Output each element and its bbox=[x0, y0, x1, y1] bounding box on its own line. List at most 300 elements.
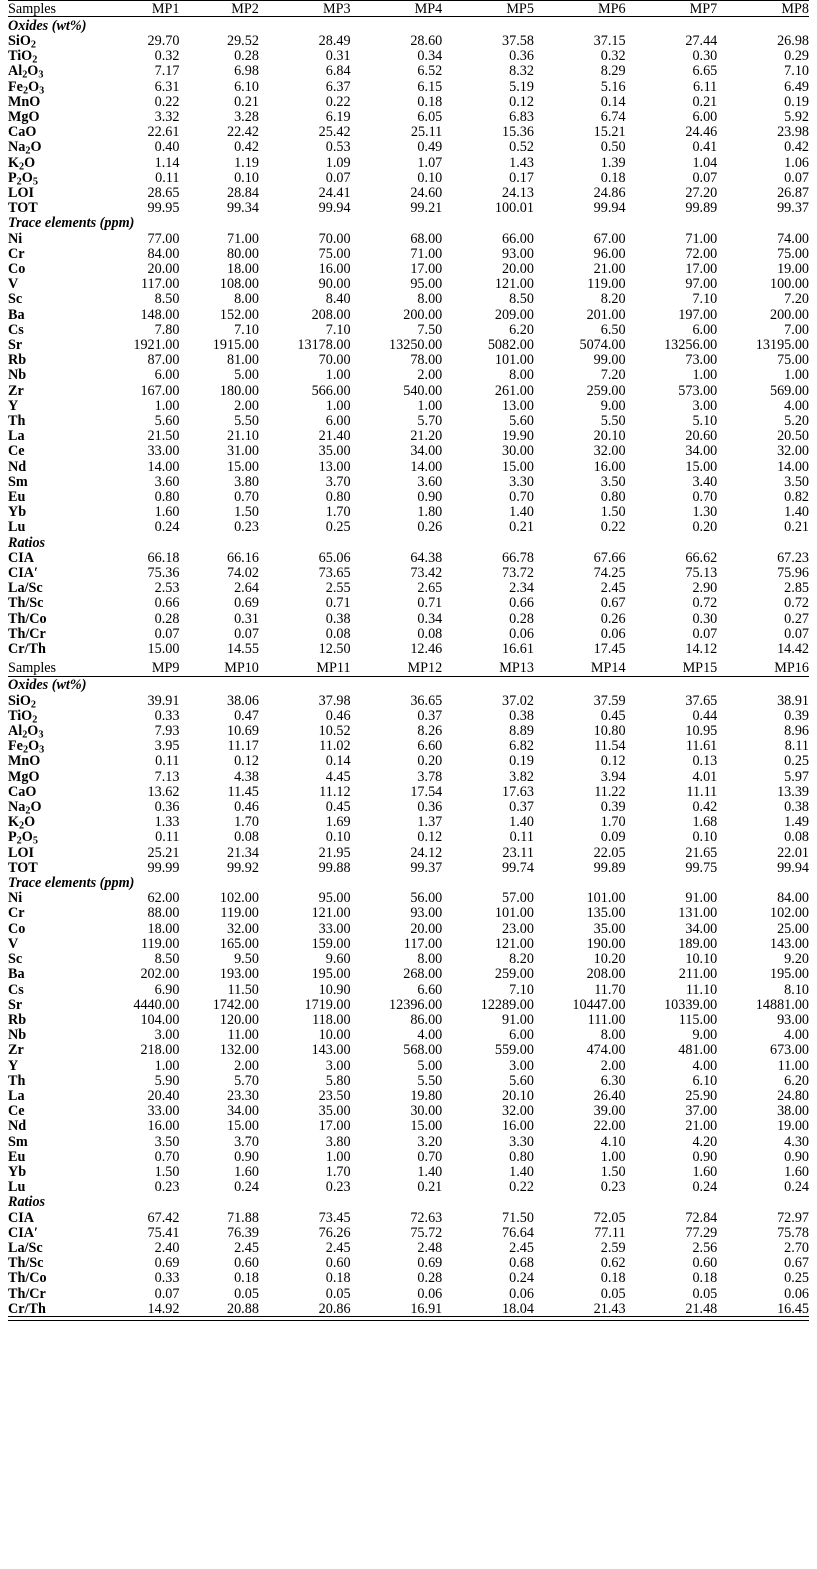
row-label-sm: Sm bbox=[8, 1133, 28, 1150]
cell-value: 8.50 bbox=[509, 291, 534, 308]
cell-value: 0.34 bbox=[417, 48, 443, 65]
cell-value: 4.00 bbox=[784, 397, 809, 414]
cell-value: 99.99 bbox=[147, 859, 180, 876]
row-label-cia-prime: CIA′ bbox=[8, 1224, 39, 1241]
cell-value: 26.40 bbox=[593, 1087, 626, 1104]
cell-value: 1.00 bbox=[325, 1148, 351, 1165]
row-label-na2o: $Na_2O$ bbox=[8, 139, 42, 157]
cell-value: 75.13 bbox=[685, 565, 718, 582]
cell-value: 11.17 bbox=[227, 738, 259, 755]
cell-value: 1742.00 bbox=[212, 996, 259, 1013]
cell-value: 2.45 bbox=[325, 1239, 351, 1256]
cell-value: 159.00 bbox=[311, 935, 351, 952]
row-label-sr: Sr bbox=[8, 996, 23, 1013]
cell-value: 6.10 bbox=[234, 78, 259, 95]
cell-value: 21.95 bbox=[318, 844, 351, 861]
table-row bbox=[8, 337, 809, 352]
cell-value: 0.52 bbox=[509, 139, 534, 156]
cell-value: 1.33 bbox=[154, 814, 180, 831]
section-header-ratios bbox=[8, 1195, 809, 1210]
cell-value: 474.00 bbox=[586, 1042, 626, 1059]
cell-value: 0.07 bbox=[234, 625, 259, 642]
cell-value: 15.00 bbox=[226, 458, 259, 475]
row-label-cr: Cr bbox=[8, 905, 25, 922]
cell-value: 1.37 bbox=[417, 814, 443, 831]
row-label-v: V bbox=[8, 276, 19, 293]
cell-value: 96.00 bbox=[593, 245, 626, 262]
cell-value: 0.18 bbox=[234, 1270, 259, 1287]
cell-value: 29.70 bbox=[147, 32, 180, 49]
cell-value: 8.29 bbox=[600, 63, 626, 80]
cell-value: 24.60 bbox=[410, 184, 443, 201]
row-label-ce: Ce bbox=[8, 443, 25, 460]
table-row bbox=[8, 952, 809, 967]
cell-value: 27.44 bbox=[685, 32, 718, 49]
cell-value: 20.86 bbox=[318, 1300, 351, 1317]
table-row bbox=[8, 550, 809, 565]
section-header-label: Trace elements (ppm) bbox=[8, 215, 135, 232]
section-header-label: Oxides (wt%) bbox=[8, 677, 87, 694]
cell-value: 3.20 bbox=[417, 1133, 443, 1150]
cell-value: 13.00 bbox=[318, 458, 351, 475]
cell-value: 20.00 bbox=[147, 260, 180, 277]
cell-value: 0.23 bbox=[154, 1179, 180, 1196]
cell-value: 1.60 bbox=[692, 1163, 718, 1180]
cell-value: 8.10 bbox=[784, 981, 809, 998]
cell-value: 56.00 bbox=[410, 890, 443, 907]
cell-value: 0.19 bbox=[784, 93, 809, 110]
table-row bbox=[8, 155, 809, 170]
row-label-rb: Rb bbox=[8, 1011, 27, 1028]
cell-value: 1.00 bbox=[325, 397, 351, 414]
cell-value: 9.60 bbox=[325, 951, 351, 968]
cell-value: 0.11 bbox=[155, 169, 180, 186]
cell-value: 201.00 bbox=[586, 306, 626, 323]
cell-value: 180.00 bbox=[219, 382, 259, 399]
cell-value: 77.00 bbox=[147, 230, 180, 247]
cell-value: 0.37 bbox=[417, 707, 443, 724]
table-row bbox=[8, 353, 809, 368]
cell-value: 1.07 bbox=[417, 154, 443, 171]
row-label-k2o: $K_2O$ bbox=[8, 814, 36, 832]
cell-value: 11.45 bbox=[227, 783, 259, 800]
cell-value: 7.20 bbox=[784, 291, 809, 308]
row-label-y: Y bbox=[8, 397, 19, 414]
cell-value: 99.89 bbox=[593, 859, 626, 876]
row-label-tot: TOT bbox=[8, 859, 38, 876]
cell-value: 75.96 bbox=[777, 565, 809, 582]
cell-value: 208.00 bbox=[311, 306, 351, 323]
cell-value: 7.10 bbox=[234, 321, 259, 338]
row-label-th-sc: Th/Sc bbox=[8, 595, 44, 612]
cell-value: 21.34 bbox=[226, 844, 259, 861]
cell-value: 1.40 bbox=[509, 504, 534, 521]
cell-value: 165.00 bbox=[219, 935, 259, 952]
cell-value: 21.10 bbox=[226, 428, 259, 445]
cell-value: 0.33 bbox=[154, 1270, 180, 1287]
cell-value: 32.00 bbox=[777, 443, 809, 460]
cell-value: 1.50 bbox=[234, 504, 259, 521]
cell-value: 8.26 bbox=[417, 723, 443, 740]
cell-value: 2.59 bbox=[600, 1239, 626, 1256]
table-row bbox=[8, 322, 809, 337]
cell-value: 0.33 bbox=[154, 707, 180, 724]
cell-value: 2.45 bbox=[509, 1239, 534, 1256]
cell-value: 99.89 bbox=[685, 200, 718, 217]
cell-value: 0.05 bbox=[692, 1285, 718, 1302]
cell-value: 99.75 bbox=[685, 859, 718, 876]
cell-value: 26.98 bbox=[777, 32, 809, 49]
cell-value: 23.00 bbox=[502, 920, 534, 937]
cell-value: 35.00 bbox=[318, 443, 351, 460]
row-label-mgo: MgO bbox=[8, 768, 40, 785]
cell-value: 0.44 bbox=[692, 707, 718, 724]
cell-value: 12396.00 bbox=[389, 996, 443, 1013]
cell-value: 34.00 bbox=[685, 920, 718, 937]
row-label-cr: Cr bbox=[8, 245, 25, 262]
cell-value: 72.97 bbox=[777, 1209, 809, 1226]
row-label-cr-th: Cr/Th bbox=[8, 641, 46, 658]
cell-value: 10.90 bbox=[318, 981, 351, 998]
cell-value: 33.00 bbox=[147, 443, 180, 460]
cell-value: 2.00 bbox=[600, 1057, 626, 1074]
cell-value: 8.32 bbox=[509, 63, 534, 80]
cell-value: 0.26 bbox=[600, 610, 626, 627]
cell-value: 6.31 bbox=[154, 78, 180, 95]
cell-value: 1.49 bbox=[784, 814, 809, 831]
cell-value: 4.10 bbox=[600, 1133, 626, 1150]
cell-value: 0.25 bbox=[784, 1270, 809, 1287]
cell-value: 24.12 bbox=[410, 844, 443, 861]
cell-value: 0.17 bbox=[509, 169, 534, 186]
cell-value: 90.00 bbox=[318, 276, 351, 293]
cell-value: 0.23 bbox=[234, 519, 259, 536]
cell-value: 75.41 bbox=[147, 1224, 180, 1241]
cell-value: 0.38 bbox=[509, 707, 534, 724]
cell-value: 0.90 bbox=[234, 1148, 259, 1165]
table-row bbox=[8, 611, 809, 626]
cell-value: 3.60 bbox=[154, 473, 180, 490]
cell-value: 0.69 bbox=[234, 595, 259, 612]
cell-value: 5.90 bbox=[154, 1072, 180, 1089]
table-row bbox=[8, 708, 809, 723]
cell-value: 18.00 bbox=[226, 260, 259, 277]
row-label-p2o5: $P_2O_5$ bbox=[8, 829, 38, 848]
row-label-ni: Ni bbox=[8, 890, 23, 907]
cell-value: 7.13 bbox=[154, 768, 180, 785]
cell-value: 566.00 bbox=[311, 382, 351, 399]
cell-value: 0.21 bbox=[692, 93, 718, 110]
cell-value: 197.00 bbox=[678, 306, 718, 323]
cell-value: 37.98 bbox=[318, 692, 351, 709]
row-label-yb: Yb bbox=[8, 504, 27, 521]
cell-value: 0.70 bbox=[692, 489, 718, 505]
table-row bbox=[8, 982, 809, 997]
cell-value: 0.08 bbox=[325, 625, 351, 642]
row-label-th: Th bbox=[8, 1072, 26, 1089]
cell-value: 2.53 bbox=[154, 580, 180, 597]
cell-value: 19.80 bbox=[410, 1087, 443, 1104]
cell-value: 28.49 bbox=[318, 32, 351, 49]
table-row bbox=[8, 201, 809, 216]
cell-value: 3.80 bbox=[234, 473, 259, 490]
cell-value: 93.00 bbox=[410, 905, 443, 922]
cell-value: 12.50 bbox=[318, 641, 351, 658]
cell-value: 6.10 bbox=[692, 1072, 718, 1089]
cell-value: 0.09 bbox=[600, 829, 626, 846]
cell-value: 99.37 bbox=[777, 200, 809, 217]
table-row bbox=[8, 64, 809, 79]
cell-value: 0.68 bbox=[509, 1255, 534, 1272]
cell-value: 88.00 bbox=[147, 905, 180, 922]
row-label-zr: Zr bbox=[8, 1042, 24, 1059]
cell-value: 20.00 bbox=[502, 260, 534, 277]
table-row bbox=[8, 474, 809, 489]
cell-value: 0.07 bbox=[784, 169, 809, 186]
row-label-tio2: TiO$_2$ bbox=[8, 707, 38, 726]
samples-header-cell: Samples bbox=[8, 0, 57, 17]
cell-value: 32.00 bbox=[226, 920, 259, 937]
cell-value: 8.00 bbox=[417, 291, 443, 308]
cell-value: 71.00 bbox=[685, 230, 718, 247]
cell-value: 0.07 bbox=[692, 169, 718, 186]
cell-value: 95.00 bbox=[410, 276, 443, 293]
cell-value: 2.48 bbox=[417, 1239, 443, 1256]
cell-value: 1.70 bbox=[600, 814, 626, 831]
row-label-eu: Eu bbox=[8, 1148, 26, 1165]
cell-value: 1.06 bbox=[784, 154, 809, 171]
cell-value: 38.00 bbox=[777, 1103, 809, 1120]
cell-value: 0.07 bbox=[325, 169, 351, 186]
cell-value: 0.12 bbox=[417, 829, 443, 846]
cell-value: 0.30 bbox=[692, 610, 718, 627]
cell-value: 0.07 bbox=[784, 625, 809, 642]
cell-value: 13.39 bbox=[777, 783, 809, 800]
table-row bbox=[8, 231, 809, 246]
cell-value: 0.20 bbox=[417, 753, 443, 770]
cell-value: 211.00 bbox=[678, 966, 718, 983]
cell-value: 76.26 bbox=[318, 1224, 351, 1241]
cell-value: 10339.00 bbox=[664, 996, 718, 1013]
cell-value: 0.10 bbox=[234, 169, 259, 186]
table-row bbox=[8, 383, 809, 398]
cell-value: 1.04 bbox=[692, 154, 718, 171]
cell-value: 66.62 bbox=[685, 549, 718, 566]
cell-value: 0.37 bbox=[509, 799, 534, 816]
table-row bbox=[8, 936, 809, 951]
row-label-cia: CIA bbox=[8, 1209, 35, 1226]
column-header-mp14: MP14 bbox=[590, 660, 626, 677]
cell-value: 25.21 bbox=[147, 844, 180, 861]
cell-value: 0.18 bbox=[600, 169, 626, 186]
cell-value: 7.93 bbox=[154, 723, 180, 740]
cell-value: 0.28 bbox=[509, 610, 534, 627]
cell-value: 2.70 bbox=[784, 1239, 809, 1256]
cell-value: 2.90 bbox=[692, 580, 718, 597]
cell-value: 38.06 bbox=[226, 692, 259, 709]
table-row bbox=[8, 125, 809, 140]
cell-value: 0.38 bbox=[784, 799, 809, 816]
cell-value: 1.40 bbox=[509, 1163, 534, 1180]
cell-value: 76.64 bbox=[502, 1224, 534, 1241]
cell-value: 15.00 bbox=[410, 1118, 443, 1135]
cell-value: 73.65 bbox=[318, 565, 351, 582]
cell-value: 5.50 bbox=[417, 1072, 443, 1089]
cell-value: 0.13 bbox=[692, 753, 718, 770]
cell-value: 99.37 bbox=[410, 859, 443, 876]
table-row bbox=[8, 292, 809, 307]
cell-value: 10.52 bbox=[318, 723, 351, 740]
cell-value: 5.92 bbox=[784, 108, 809, 125]
cell-value: 13.62 bbox=[147, 783, 180, 800]
row-label-cr-th: Cr/Th bbox=[8, 1300, 46, 1317]
row-label-sio2: SiO$_2$ bbox=[8, 32, 36, 51]
cell-value: 29.52 bbox=[226, 32, 259, 49]
table-row bbox=[8, 1286, 809, 1301]
cell-value: 22.01 bbox=[777, 844, 809, 861]
cell-value: 1.09 bbox=[325, 154, 351, 171]
cell-value: 8.50 bbox=[154, 951, 180, 968]
cell-value: 0.67 bbox=[600, 595, 626, 612]
cell-value: 0.08 bbox=[234, 829, 259, 846]
cell-value: 3.78 bbox=[417, 768, 443, 785]
cell-value: 1.40 bbox=[417, 1163, 443, 1180]
column-header-mp7: MP7 bbox=[689, 0, 718, 17]
cell-value: 16.45 bbox=[777, 1300, 809, 1317]
cell-value: 17.00 bbox=[318, 1118, 351, 1135]
section-header-label: Oxides (wt%) bbox=[8, 17, 87, 34]
cell-value: 0.18 bbox=[692, 1270, 718, 1287]
cell-value: 0.42 bbox=[784, 139, 809, 156]
cell-value: 37.65 bbox=[685, 692, 718, 709]
row-label-tio2: TiO$_2$ bbox=[8, 48, 38, 66]
cell-value: 1.00 bbox=[784, 367, 809, 384]
table-row bbox=[8, 906, 809, 921]
cell-value: 0.49 bbox=[417, 139, 443, 156]
cell-value: 16.91 bbox=[410, 1300, 443, 1317]
table-row bbox=[8, 444, 809, 459]
cell-value: 5.70 bbox=[417, 412, 443, 429]
row-label-ba: Ba bbox=[8, 966, 25, 983]
cell-value: 11.54 bbox=[594, 738, 626, 755]
cell-value: 0.12 bbox=[600, 753, 626, 770]
cell-value: 481.00 bbox=[678, 1042, 718, 1059]
cell-value: 91.00 bbox=[685, 890, 718, 907]
cell-value: 5.80 bbox=[325, 1072, 351, 1089]
cell-value: 0.27 bbox=[784, 610, 809, 627]
cell-value: 2.34 bbox=[509, 580, 534, 597]
cell-value: 71.00 bbox=[410, 245, 443, 262]
cell-value: 33.00 bbox=[147, 1103, 180, 1120]
samples-header-cell: Samples bbox=[8, 660, 57, 677]
cell-value: 5074.00 bbox=[579, 336, 626, 353]
table-row bbox=[8, 1012, 809, 1027]
cell-value: 119.00 bbox=[140, 935, 180, 952]
section-header-oxides bbox=[8, 678, 809, 693]
row-label-co: Co bbox=[8, 260, 26, 277]
section-header-trace bbox=[8, 216, 809, 231]
cell-value: 14.00 bbox=[777, 458, 809, 475]
cell-value: 0.70 bbox=[509, 489, 534, 505]
cell-value: 202.00 bbox=[140, 966, 180, 983]
cell-value: 14.55 bbox=[226, 641, 259, 658]
cell-value: 0.72 bbox=[784, 595, 809, 612]
cell-value: 0.10 bbox=[417, 169, 443, 186]
table-row bbox=[8, 520, 809, 535]
cell-value: 23.98 bbox=[777, 124, 809, 141]
cell-value: 1.00 bbox=[417, 397, 443, 414]
cell-value: 73.72 bbox=[502, 565, 534, 582]
cell-value: 2.56 bbox=[692, 1239, 718, 1256]
cell-value: 1.70 bbox=[325, 1163, 351, 1180]
cell-value: 3.82 bbox=[509, 768, 534, 785]
cell-value: 1.00 bbox=[600, 1148, 626, 1165]
row-label-cia: CIA bbox=[8, 549, 35, 566]
table-row bbox=[8, 566, 809, 581]
section-header-label: Ratios bbox=[8, 1194, 46, 1211]
cell-value: 35.00 bbox=[318, 1103, 351, 1120]
cell-value: 91.00 bbox=[502, 1011, 534, 1028]
cell-value: 261.00 bbox=[494, 382, 534, 399]
cell-value: 0.10 bbox=[692, 829, 718, 846]
cell-value: 119.00 bbox=[220, 905, 259, 922]
cell-value: 7.17 bbox=[154, 63, 180, 80]
cell-value: 108.00 bbox=[219, 276, 259, 293]
cell-value: 0.70 bbox=[154, 1148, 180, 1165]
table-row bbox=[8, 1301, 809, 1316]
cell-value: 0.80 bbox=[154, 489, 180, 505]
cell-value: 8.11 bbox=[784, 738, 809, 755]
row-label-fe2o3: $Fe_2O_3$ bbox=[8, 738, 45, 756]
table-row bbox=[8, 277, 809, 292]
cell-value: 22.00 bbox=[593, 1118, 626, 1135]
cell-value: 81.00 bbox=[226, 352, 259, 369]
cell-value: 1.00 bbox=[154, 1057, 180, 1074]
cell-value: 75.00 bbox=[777, 245, 809, 262]
cell-value: 1.14 bbox=[154, 154, 180, 171]
cell-value: 2.40 bbox=[154, 1239, 180, 1256]
table-row bbox=[8, 94, 809, 109]
cell-value: 135.00 bbox=[586, 905, 626, 922]
cell-value: 0.21 bbox=[234, 93, 259, 110]
row-label-y: Y bbox=[8, 1057, 19, 1074]
row-label-sm: Sm bbox=[8, 473, 28, 490]
cell-value: 8.20 bbox=[509, 951, 534, 968]
table-row bbox=[8, 79, 809, 94]
cell-value: 1719.00 bbox=[304, 996, 351, 1013]
cell-value: 5.10 bbox=[692, 412, 718, 429]
cell-value: 0.24 bbox=[154, 519, 180, 536]
cell-value: 0.06 bbox=[784, 1285, 809, 1302]
cell-value: 6.20 bbox=[784, 1072, 809, 1089]
column-header-mp8: MP8 bbox=[781, 0, 809, 17]
cell-value: 24.80 bbox=[777, 1087, 809, 1104]
cell-value: 6.20 bbox=[509, 321, 534, 338]
cell-value: 23.11 bbox=[502, 844, 534, 861]
cell-value: 102.00 bbox=[219, 890, 259, 907]
cell-value: 1.70 bbox=[234, 814, 259, 831]
row-label-lu: Lu bbox=[8, 519, 26, 536]
table-row bbox=[8, 1028, 809, 1043]
cell-value: 37.15 bbox=[593, 32, 626, 49]
cell-value: 5.16 bbox=[600, 78, 626, 95]
cell-value: 0.41 bbox=[692, 139, 718, 156]
column-header-mp1: MP1 bbox=[151, 0, 180, 17]
cell-value: 23.30 bbox=[226, 1087, 259, 1104]
table-row bbox=[8, 1073, 809, 1088]
table-row bbox=[8, 1164, 809, 1179]
cell-value: 8.00 bbox=[600, 1027, 626, 1044]
